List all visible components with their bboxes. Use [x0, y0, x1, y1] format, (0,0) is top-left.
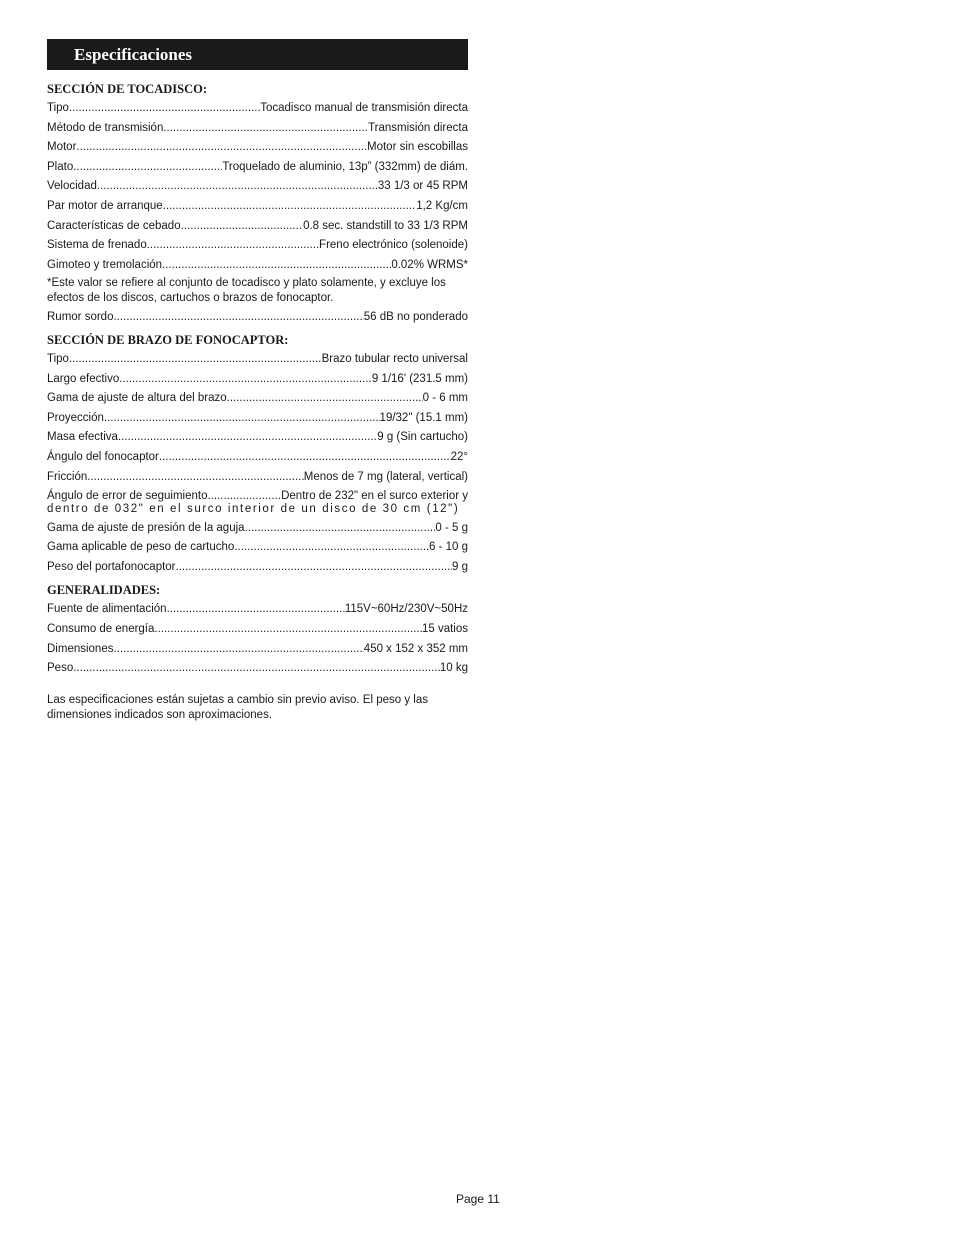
spec-row [47, 558, 468, 578]
spec-value: Freno electrónico (solenoide) [319, 239, 468, 252]
spec-label: Motor [47, 141, 77, 154]
spec-label: Características de cebado [47, 219, 181, 232]
spec-row [47, 428, 468, 448]
spec-value: 6 - 10 g [429, 541, 468, 554]
spec-value: 22° [450, 450, 468, 463]
page-number: Page 11 [456, 1192, 500, 1206]
spec-value: Transmisión directa [368, 121, 468, 134]
spec-value-continuation: dentro de 032" en el surco interior de un disco de 30 cm (12") [47, 502, 460, 515]
spec-value: 1,2 Kg/cm [416, 199, 468, 212]
spec-row [47, 256, 468, 276]
spec-value: 0 - 5 g [435, 521, 468, 534]
turntable-heading: SECCIÓN DE TOCADISCO: [47, 82, 207, 96]
spec-label: Gama de ajuste de presión de la aguja [47, 521, 245, 534]
spec-label: Largo efectivo [47, 372, 120, 385]
page-title: Especificaciones [47, 39, 468, 70]
leader-dots [147, 236, 319, 256]
spec-row [47, 448, 468, 468]
spec-row [47, 236, 468, 256]
leader-dots [159, 448, 451, 468]
spec-row [47, 119, 468, 139]
spec-value: 9 g (Sin cartucho) [377, 431, 468, 444]
spec-value: Menos de 7 mg (lateral, vertical) [303, 470, 468, 483]
leader-dots [181, 217, 303, 237]
leader-dots [76, 138, 367, 158]
spec-value: Dentro de 232" en el surco exterior y [281, 490, 468, 503]
general-spec-list [47, 600, 468, 678]
spec-row [47, 370, 468, 390]
turntable-spec-list [47, 99, 468, 275]
spec-value: 450 x 152 x 352 mm [363, 642, 468, 655]
tonearm-spec-list-2 [47, 519, 468, 578]
spec-label: Gimoteo y tremolación [47, 258, 163, 271]
spec-label: Gama aplicable de peso de cartucho [47, 541, 235, 554]
spec-value: Motor sin escobillas [367, 141, 468, 154]
spec-row [47, 217, 468, 237]
spec-row [47, 620, 468, 640]
leader-dots [154, 620, 422, 640]
spec-label: Sistema de frenado [47, 239, 147, 252]
spec-value: Brazo tubular recto universal [321, 352, 468, 365]
spec-row-rumble [47, 308, 468, 328]
spec-row [47, 409, 468, 429]
leader-dots [119, 370, 372, 390]
spec-row [47, 350, 468, 370]
spec-row [47, 600, 468, 620]
leader-dots [245, 519, 436, 539]
tonearm-spec-list [47, 350, 468, 487]
leader-dots [87, 468, 303, 488]
spec-value: 9 1/16' (231.5 mm) [371, 372, 468, 385]
spec-value: Tocadisco manual de transmisión directa [260, 102, 468, 114]
leader-dots [167, 600, 345, 620]
spec-label: Fuente de alimentación [47, 603, 167, 616]
disclaimer: Las especificaciones están sujetas a cambio sin previo aviso. El peso y las dimensiones indicados son aproximaciones. [47, 693, 428, 721]
leader-dots [69, 350, 322, 370]
leader-dots [163, 119, 368, 139]
footnote: *Este valor se refiere al conjunto de tocadisco y plato solamente, y excluye los efectos de los discos, cartuchos o brazos de fonocaptor. [47, 277, 446, 305]
spec-value: 19/32" (15.1 mm) [379, 411, 468, 424]
leader-dots [113, 640, 363, 660]
leader-dots [176, 558, 452, 578]
spec-label: Tipo [47, 352, 69, 365]
spec-row [47, 468, 468, 488]
leader-dots [162, 256, 391, 276]
spec-value: 115V~60Hz/230V~50Hz [344, 603, 468, 616]
spec-label: Peso [47, 662, 74, 675]
spec-row [47, 158, 468, 178]
spec-value: 56 dB no ponderado [363, 311, 468, 324]
spec-row [47, 640, 468, 660]
spec-row [47, 389, 468, 409]
leader-dots [163, 197, 417, 217]
spec-column [47, 39, 468, 723]
spec-value: Troquelado de aluminio, 13p” (332mm) de diám. [222, 160, 468, 173]
leader-dots [234, 538, 429, 558]
spec-value: 0.8 sec. standstill to 33 1/3 RPM [303, 219, 468, 232]
spec-label: Fricción [47, 470, 88, 483]
spec-label: Plato [47, 160, 74, 173]
spec-row [47, 99, 468, 119]
spec-row [47, 177, 468, 197]
leader-dots [113, 308, 363, 328]
spec-label: Ángulo del fonocaptor [47, 450, 159, 463]
leader-dots [227, 389, 423, 409]
spec-value: 0 - 6 mm [422, 392, 468, 405]
leader-dots [118, 428, 377, 448]
leader-dots [97, 177, 378, 197]
spec-label: Proyección [47, 411, 104, 424]
tonearm-heading: SECCIÓN DE BRAZO DE FONOCAPTOR: [47, 332, 289, 347]
spec-row [47, 138, 468, 158]
leader-dots [69, 99, 260, 119]
spec-label: Método de transmisión [47, 121, 164, 134]
spec-label: Peso del portafonocaptor [47, 560, 176, 573]
spec-label: Ángulo de error de seguimiento [47, 490, 208, 503]
spec-value: 0.02% WRMS* [391, 258, 468, 271]
spec-label: Consumo de energía [47, 623, 155, 636]
leader-dots [73, 158, 222, 178]
general-heading: GENERALIDADES: [47, 583, 161, 598]
spec-label: Gama de ajuste de altura del brazo [47, 392, 227, 405]
spec-label: Tipo [47, 102, 69, 114]
spec-value: 33 1/3 or 45 RPM [377, 180, 468, 193]
spec-value: 9 g [452, 560, 468, 573]
leader-dots [104, 409, 380, 429]
spec-label: Rumor sordo [47, 311, 114, 324]
spec-row-tracking-error [47, 487, 468, 517]
spec-row [47, 197, 468, 217]
spec-row [47, 659, 468, 679]
spec-label: Par motor de arranque [47, 199, 163, 212]
spec-value: 10 kg [439, 662, 468, 675]
spec-value: 15 vatios [421, 623, 468, 636]
spec-label: Masa efectiva [47, 431, 118, 444]
leader-dots [73, 659, 440, 679]
spec-row [47, 538, 468, 558]
spec-label: Velocidad [47, 180, 97, 193]
spec-row [47, 519, 468, 539]
spec-label: Dimensiones [47, 642, 114, 655]
